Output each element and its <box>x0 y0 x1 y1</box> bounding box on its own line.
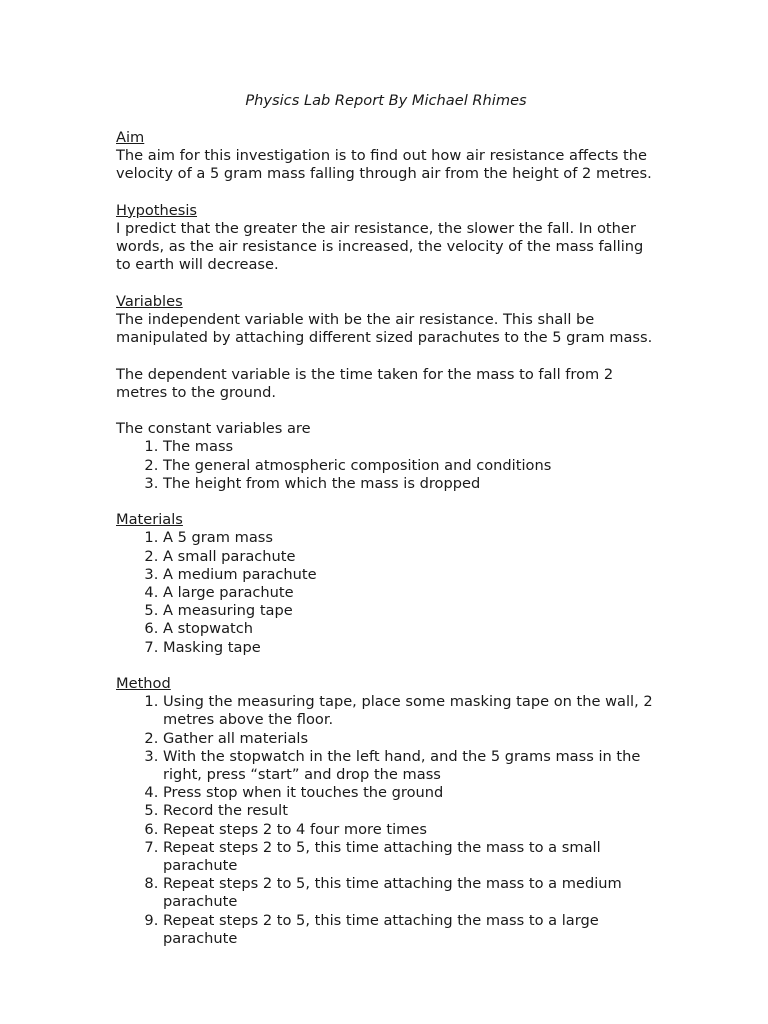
list-item: 6. Repeat steps 2 to 4 four more times <box>163 821 656 839</box>
method-heading: Method <box>116 675 171 692</box>
list-item: 4. A large parachute <box>163 584 656 602</box>
list-item: 7. Masking tape <box>163 639 656 657</box>
list-item: 1. A 5 gram mass <box>163 529 656 547</box>
list-item: 2. A small parachute <box>163 548 656 566</box>
list-item: 1. Using the measuring tape, place some masking tape on the wall, 2 metres above the floor. <box>163 693 656 729</box>
spacer <box>116 275 656 293</box>
spacer <box>116 347 656 365</box>
list-item: 1. The mass <box>163 438 656 456</box>
variables-section <box>116 293 656 493</box>
list-item: 3. The height from which the mass is dropped <box>163 475 656 493</box>
hypothesis-text: I predict that the greater the air resistance, the slower the fall. In other words, as the air resistance is increased, the velocity of the mass falling to earth will decrease. <box>116 220 644 274</box>
list-item: 9. Repeat steps 2 to 5, this time attaching the mass to a large parachute <box>163 912 656 948</box>
list-item: 2. The general atmospheric composition and conditions <box>163 457 656 475</box>
aim-text: The aim for this investigation is to find out how air resistance affects the velocity of a 5 gram mass falling through air from the height of 2 metres. <box>116 147 652 183</box>
dependent-variable-text: The dependent variable is the time taken for the mass to fall from 2 metres to the ground. <box>116 365 614 401</box>
method-section <box>116 675 656 948</box>
hypothesis-section <box>116 202 656 275</box>
constant-variables-list <box>116 438 656 493</box>
document-page <box>116 91 656 948</box>
document-title: Physics Lab Report By Michael Rhimes <box>245 92 527 109</box>
aim-section <box>116 129 656 184</box>
method-steps-list <box>116 693 656 948</box>
list-item: 5. A measuring tape <box>163 602 656 620</box>
variables-heading: Variables <box>116 292 183 310</box>
aim-heading: Aim <box>116 129 145 146</box>
constant-variables-intro: The constant variables are <box>116 420 311 438</box>
list-item: 8. Repeat steps 2 to 5, this time attaching the mass to a medium parachute <box>163 875 656 911</box>
spacer <box>116 402 656 420</box>
list-item: 2. Gather all materials <box>163 730 656 748</box>
list-item: 5. Record the result <box>163 802 656 820</box>
list-item: 4. Press stop when it touches the ground <box>163 784 656 802</box>
list-item: 7. Repeat steps 2 to 5, this time attaching the mass to a small parachute <box>163 839 656 875</box>
spacer <box>116 184 656 202</box>
spacer <box>116 657 656 675</box>
hypothesis-heading: Hypothesis <box>116 201 198 219</box>
list-item: 3. With the stopwatch in the left hand, and the 5 grams mass in the right, press “start” and drop the mass <box>163 748 656 784</box>
list-item: 3. A medium parachute <box>163 566 656 584</box>
spacer <box>116 493 656 511</box>
independent-variable-text: The independent variable with be the air resistance. This shall be manipulated by attaching different sized parachutes to the 5 gram mass. <box>116 311 653 347</box>
materials-list <box>116 529 656 656</box>
materials-heading: Materials <box>116 511 183 529</box>
list-item: 6. A stopwatch <box>163 620 656 638</box>
materials-section <box>116 511 656 657</box>
